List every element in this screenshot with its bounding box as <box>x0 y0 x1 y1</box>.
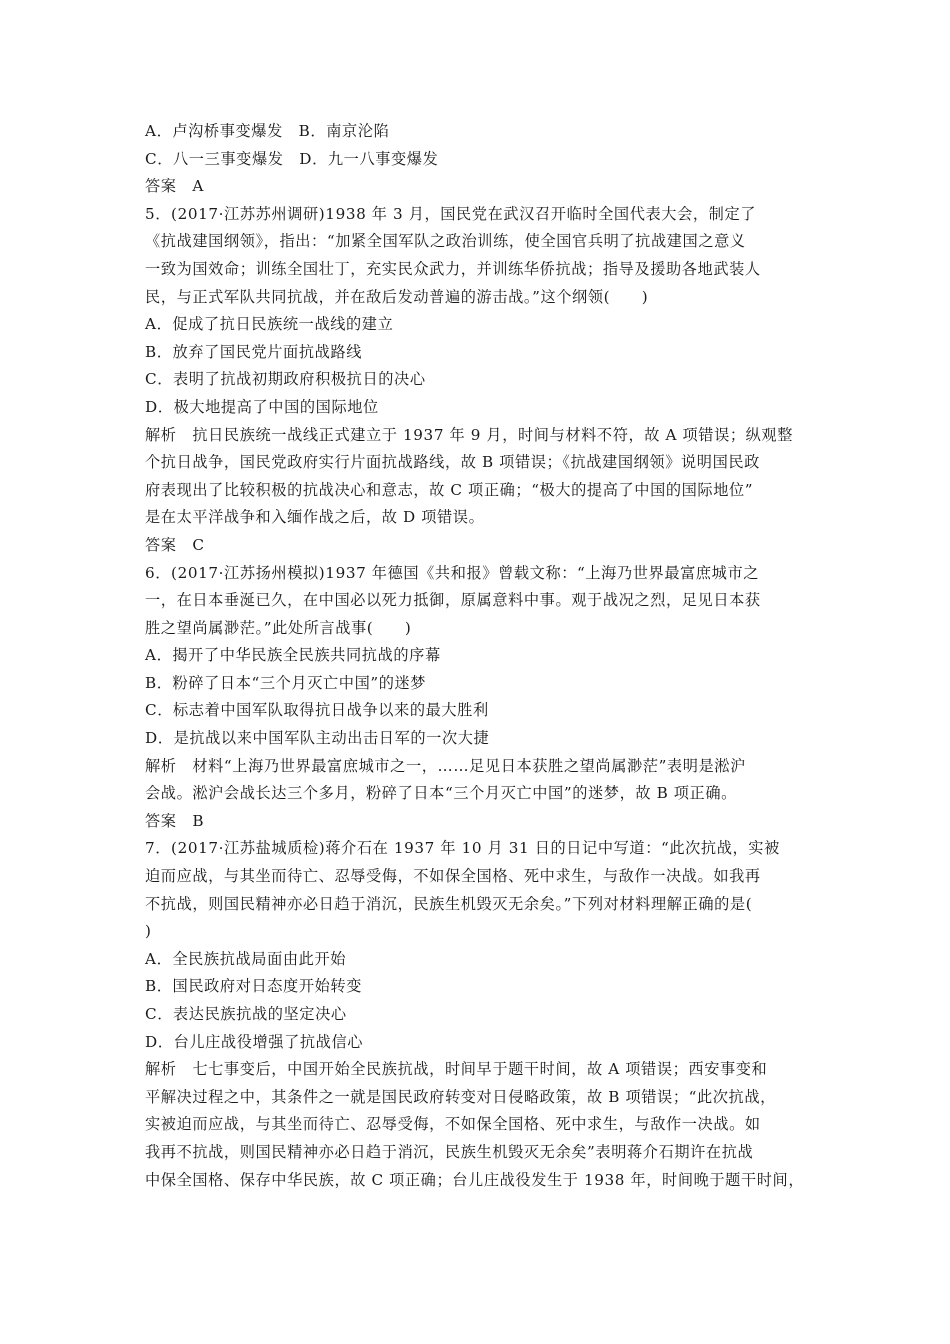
question-6-option-c: C．标志着中国军队取得抗日战争以来的最大胜利 <box>145 701 489 720</box>
question-5-line-3: 一致为国效命；训练全国壮丁，充实民众武力，并训练华侨抗战；指导及援助各地武装人 <box>145 259 761 278</box>
question-5-option-c: C．表明了抗战初期政府积极抗日的决心 <box>145 370 426 389</box>
question-5-option-d: D．极大地提高了中国的国际地位 <box>145 397 379 416</box>
analysis-6-line-1: 解析 材料“上海乃世界最富庶城市之一，……足见日本获胜之望尚属渺茫”表明是淞沪 <box>145 756 746 775</box>
question-7-option-b: B．国民政府对日态度开始转变 <box>145 977 362 996</box>
question-7-line-4: ) <box>145 922 152 941</box>
question-5-option-a: A．促成了抗日民族统一战线的建立 <box>145 315 394 334</box>
analysis-7-line-3: 实被迫而应战，与其坐而待亡、忍辱受侮，不如保全国格、死中求生，与敌作一决战。如 <box>145 1115 761 1134</box>
analysis-7-line-1: 解析 七七事变后，中国开始全民族抗战，时间早于题干时间，故 A 项错误；西安事变和 <box>145 1060 768 1079</box>
question-5-line-1: 5．(2017·江苏苏州调研)1938 年 3 月，国民党在武汉召开临时全国代表大会，制定了 <box>145 204 757 223</box>
question-7-option-d: D．台儿庄战役增强了抗战信心 <box>145 1032 364 1051</box>
answer-q5: 答案 C <box>145 535 205 554</box>
analysis-7-line-5: 中保全国格、保存中华民族，故 C 项正确；台儿庄战役发生于 1938 年，时间晚于题干时间， <box>145 1170 805 1189</box>
option-line-q4-ab: A．卢沟桥事变爆发 B．南京沦陷 <box>145 122 390 140</box>
analysis-5-line-4: 是在太平洋战争和入缅作战之后，故 D 项错误。 <box>145 508 485 527</box>
answer-q6: 答案 B <box>145 811 205 830</box>
analysis-7-line-2: 平解决过程之中，其条件之一就是国民政府转变对日侵略政策，故 B 项错误；“此次抗战， <box>145 1087 776 1106</box>
question-6-option-a: A．揭开了中华民族全民族共同抗战的序幕 <box>145 646 441 665</box>
option-line-q4-cd: C．八一三事变爆发 D．九一八事变爆发 <box>145 149 439 168</box>
question-6-option-d: D．是抗战以来中国军队主动出击日军的一次大捷 <box>145 729 490 748</box>
question-5-line-4: 民，与正式军队共同抗战，并在敌后发动普遍的游击战。”这个纲领( ) <box>145 287 649 306</box>
analysis-5-line-1: 解析 抗日民族统一战线正式建立于 1937 年 9 月，时间与材料不符，故 A 项错误；纵观整 <box>145 425 794 444</box>
question-6-option-b: B．粉碎了日本“三个月灭亡中国”的迷梦 <box>145 673 427 692</box>
analysis-5-line-3: 府表现出了比较积极的抗战决心和意志，故 C 项正确；“极大的提高了中国的国际地位” <box>145 480 754 499</box>
question-6-line-1: 6．(2017·江苏扬州模拟)1937 年德国《共和报》曾载文称：“上海乃世界最富庶城市之 <box>145 563 760 582</box>
question-7-option-c: C．表达民族抗战的坚定决心 <box>145 1005 347 1023</box>
answer-q4: 答案 A <box>145 177 204 196</box>
question-6-line-2: 一，在日本垂涎已久，在中国必以死力抵御，原属意料中事。观于战况之烈，足见日本获 <box>145 591 761 610</box>
question-7-line-1: 7．(2017·江苏盐城质检)蒋介石在 1937 年 10 月 31 日的日记中写道：“此次抗战，实被 <box>145 839 780 858</box>
question-7-line-3: 不抗战，则国民精神亦必日趋于消沉，民族生机毁灭无余矣。”下列对材料理解正确的是( <box>145 894 753 913</box>
question-6-line-3: 胜之望尚属渺茫。”此处所言战事( ) <box>145 618 412 637</box>
analysis-7-line-4: 我再不抗战，则国民精神亦必日趋于消沉，民族生机毁灭无余矣”表明蒋介石期许在抗战 <box>145 1142 754 1161</box>
question-7-line-2: 迫而应战，与其坐而待亡、忍辱受侮，不如保全国格、死中求生，与敌作一决战。如我再 <box>145 867 761 886</box>
analysis-5-line-2: 个抗日战争，国民党政府实行片面抗战路线，故 B 项错误；《抗战建国纲领》说明国民政 <box>145 453 760 472</box>
analysis-6-line-2: 会战。淞沪会战长达三个多月，粉碎了日本“三个月灭亡中国”的迷梦，故 B 项正确。 <box>145 784 737 803</box>
document-body <box>145 118 825 1194</box>
question-5-option-b: B．放弃了国民党片面抗战路线 <box>145 342 362 361</box>
question-5-line-2: 《抗战建国纲领》，指出：“加紧全国军队之政治训练，使全国官兵明了抗战建国之意义 <box>145 232 746 251</box>
question-7-option-a: A．全民族抗战局面由此开始 <box>145 949 347 968</box>
